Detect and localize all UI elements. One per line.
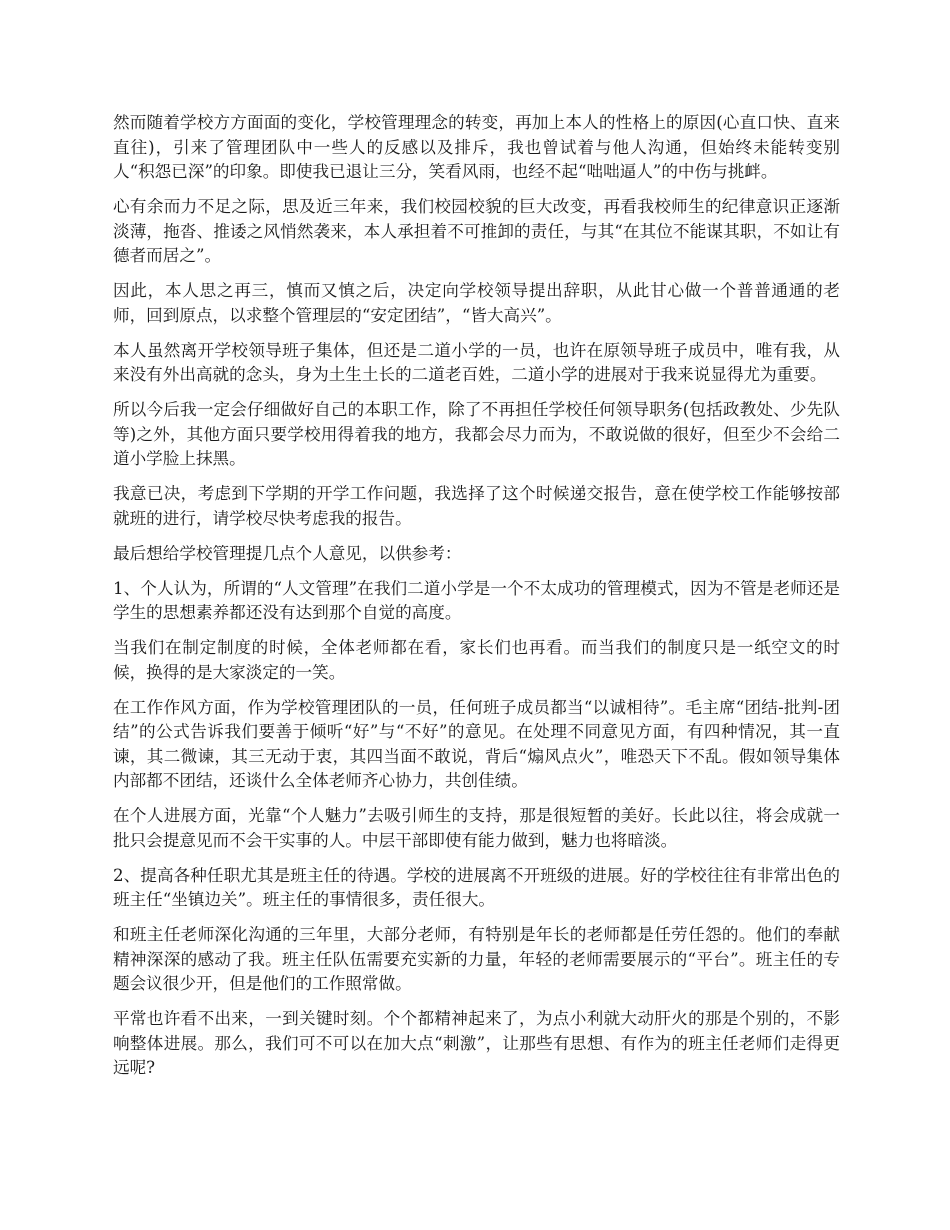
paragraph-9: 当我们在制定制度的时候，全体老师都在看，家长们也再看。而当我们的制度只是一纸空文的时候，换得的是大家淡定的一笑。 [113,638,840,682]
paragraph-4: 本人虽然离开学校领导班子集体，但还是二道小学的一员，也许在原领导班子成员中，唯有我，从来没有外出高就的念头，身为土生土长的二道老百姓，二道小学的进展对于我来说显得尤为重要。 [113,340,840,384]
paragraph-14: 平常也许看不出来，一到关键时刻。个个都精神起来了，为点小利就大动肝火的那是个别的，不影响整体进展。那么，我们可不可以在加大点“刺激”，让那些有思想、有作为的班主任老师们走得更远呢? [113,1009,840,1077]
paragraph-8: 1、个人认为，所谓的“人文管理”在我们二道小学是一个不太成功的管理模式，因为不管是老师还是学生的思想素养都还没有达到那个自觉的高度。 [113,578,840,622]
paragraph-1: 然而随着学校方方面面的变化，学校管理理念的转变，再加上本人的性格上的原因(心直口快、直来直往)，引来了管理团队中一些人的反感以及排斥，我也曾试着与他人沟通，但始终未能转变别人“积怨已深”的印象。即使我已退让三分，笑看风雨，也经不起“咄咄逼人”的中伤与挑衅。 [113,113,840,181]
paragraph-7: 最后想给学校管理提几点个人意见，以供参考： [113,543,462,563]
document-body [113,111,840,1091]
paragraph-2: 心有余而力不足之际，思及近三年来，我们校园校貌的巨大改变，再看我校师生的纪律意识正逐渐淡薄，拖沓、推诿之风悄然袭来，本人承担着不可推卸的责任，与其“在其位不能谋其职，不如让有德者而居之”。 [113,197,840,265]
paragraph-11: 在个人进展方面，光靠“个人魅力”去吸引师生的支持，那是很短暂的美好。长此以往，将会成就一批只会提意见而不会干实事的人。中层干部即使有能力做到，魅力也将暗淡。 [113,806,840,850]
paragraph-5: 所以今后我一定会仔细做好自己的本职工作，除了不再担任学校任何领导职务(包括政教处、少先队等)之外，其他方面只要学校用得着我的地方，我都会尽力而为，不敢说做的很好，但至少不会给二道小学脸上抹黑。 [113,400,840,468]
paragraph-13: 和班主任老师深化沟通的三年里，大部分老师，有特别是年长的老师都是任劳任怨的。他们的奉献精神深深的感动了我。班主任队伍需要充实新的力量，年轻的老师需要展示的“平台”。班主任的专题会议很少开，但是他们的工作照常做。 [113,925,840,993]
paragraph-10: 在工作作风方面，作为学校管理团队的一员，任何班子成员都当“以诚相待”。毛主席“团结-批判-团结”的公式告诉我们要善于倾听“好”与“不好”的意见。在处理不同意见方面，有四种情况，其一直谏，其二微谏，其三无动于衷，其四当面不敢说，背后“煽风点火”，唯恐天下不乱。假如领导集体内部都不团结，还谈什么全体老师齐心协力，共创佳绩。 [113,697,840,790]
paragraph-12: 2、提高各种任职尤其是班主任的待遇。学校的进展离不开班级的进展。好的学校往往有非常出色的班主任“坐镇边关”。班主任的事情很多，责任很大。 [113,865,840,909]
paragraph-3: 因此，本人思之再三，慎而又慎之后，决定向学校领导提出辞职，从此甘心做一个普普通通的老师，回到原点，以求整个管理层的“安定团结”，“皆大高兴”。 [113,281,840,325]
paragraph-6: 我意已决，考虑到下学期的开学工作问题，我选择了这个时候递交报告，意在使学校工作能够按部就班的进行，请学校尽快考虑我的报告。 [113,484,840,528]
